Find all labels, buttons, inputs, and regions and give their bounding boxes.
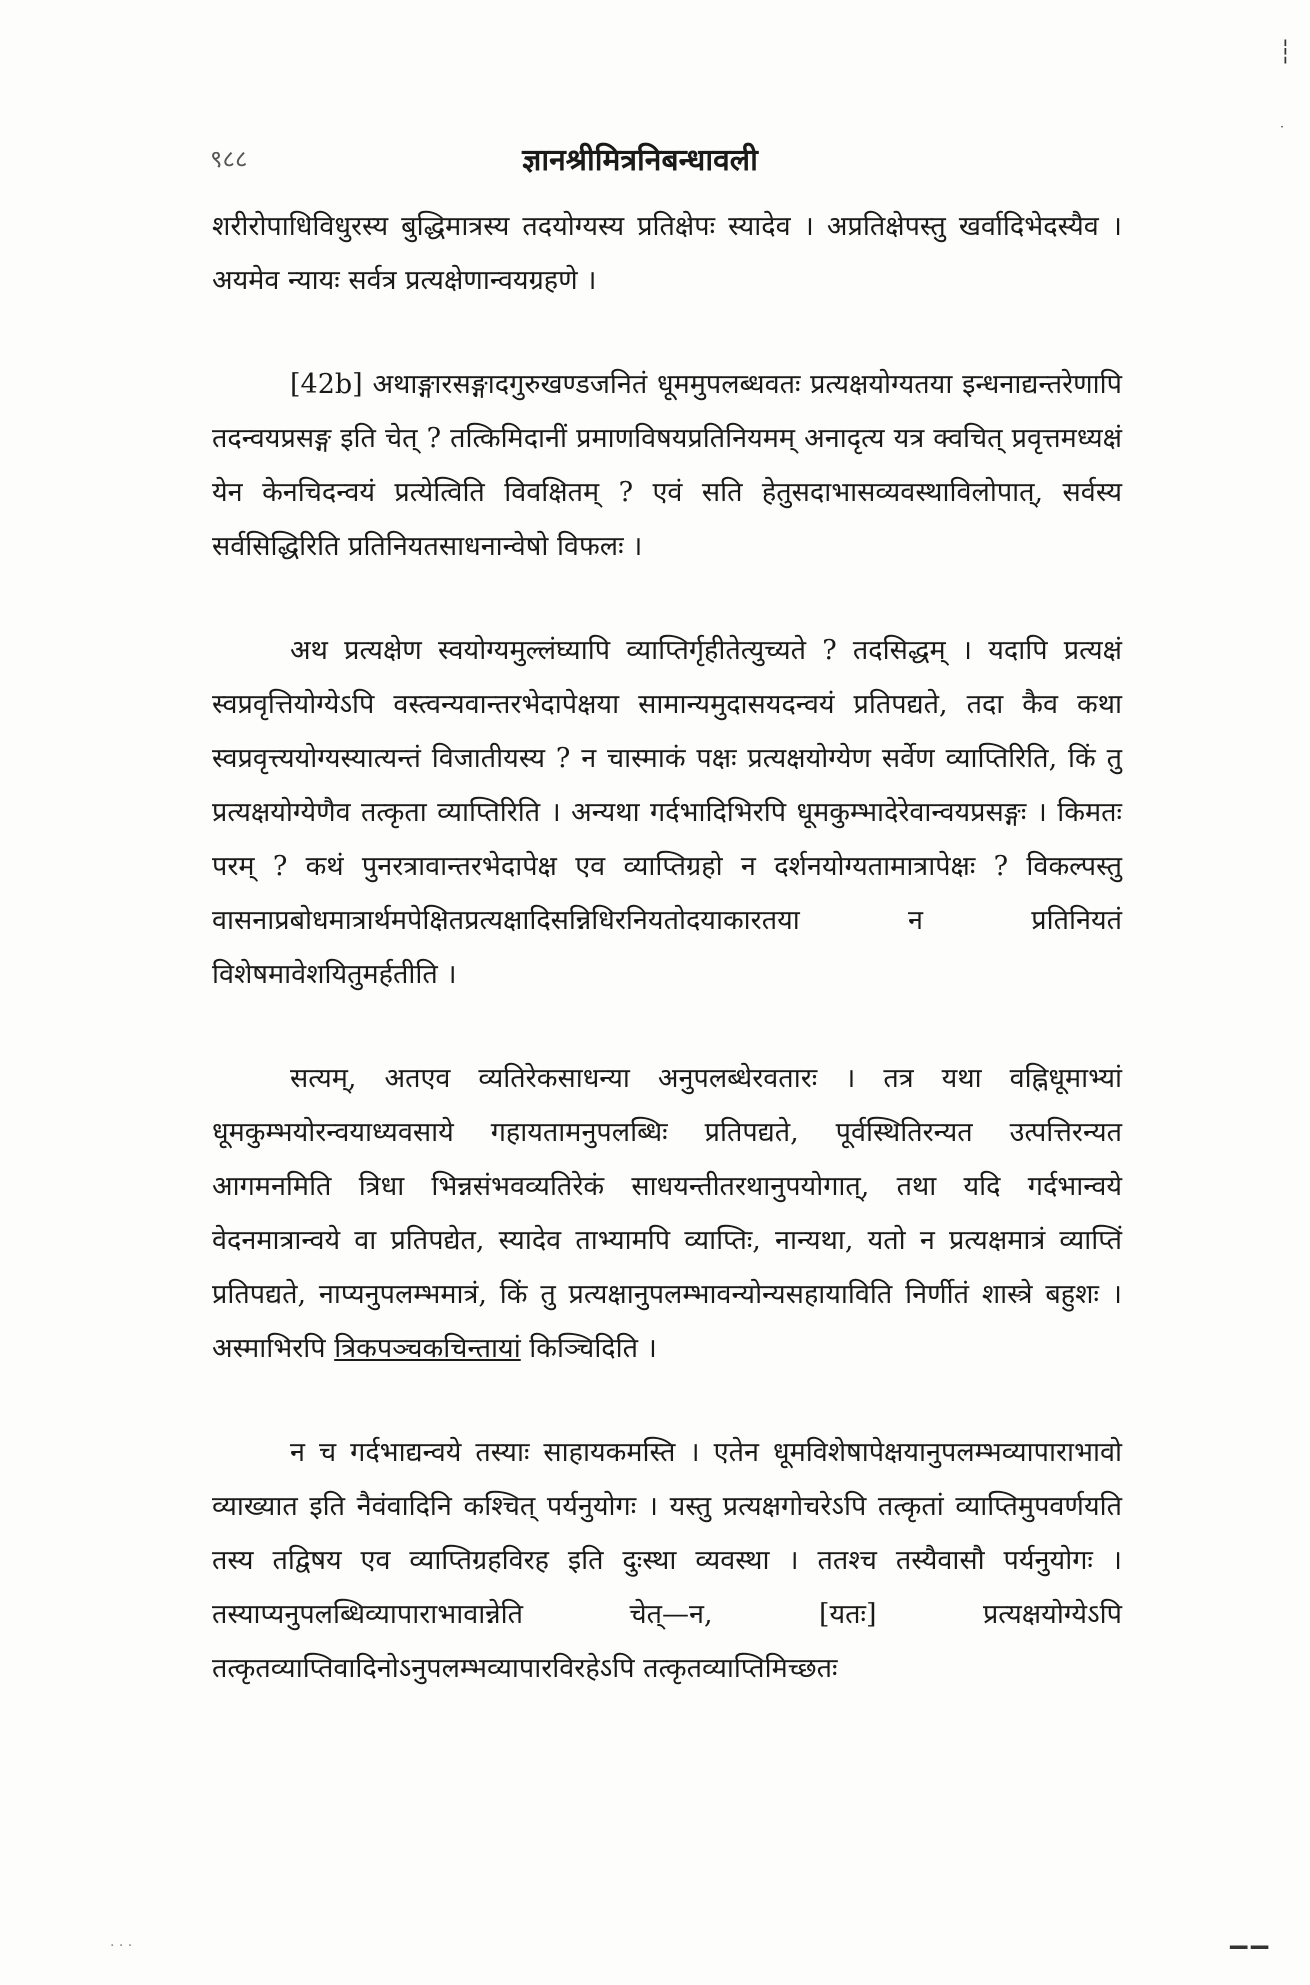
paragraph-1: शरीरोपाधिविधुरस्य बुद्धिमात्रस्य तदयोग्यस्य प्रतिक्षेपः स्यादेव । अप्रतिक्षेपस्तु खर्वादिभेदस्यैव । अयमेव न्यायः सर्वत्र प्रत्यक्षेणान्वयग्रहणे ।	[212, 211, 1122, 296]
paragraph-4-text: सत्यम्, अतएव व्यतिरेकसाधन्या अनुपलब्धेरवतारः । तत्र यथा वह्निधूमाभ्यां धूमकुम्भयोरन्वयाध्यवसाये गहायतामनुपलब्धिः प्रतिपद्यते, पूर्वस्थितिरन्यत उत्पत्तिरन्यत आगमनमिति त्रिधा भिन्नसंभवव्यतिरेकं साधयन्तीतरथानुपयोगात्, तथा यदि गर्दभान्वये वेदनमात्रान्वये वा प्रतिपद्येत, स्यादेव ताभ्यामपि व्याप्तिः, नान्यथा, यतो न प्रत्यक्षमात्रं व्याप्तिं प्रतिपद्यते, नाप्यनुपलम्भमात्रं, किं तु प्रत्यक्षानुपलम्भावन्योन्यसहायाविति निर्णीतं शास्त्रे बहुशः । अस्माभिरपि	[212, 1063, 1122, 1364]
paragraph-4	[212, 1052, 1122, 1376]
paragraph-2: [42b] अथाङ्गारसङ्गादगुरुखण्डजनितं धूममुपलब्धवतः प्रत्यक्षयोग्यतया इन्धनाद्यन्तरेणापि तदन्वयप्रसङ्ग इति चेत् ? तत्किमिदानीं प्रमाणविषयप्रतिनियमम् अनादृत्य यत्र क्वचित् प्रवृत्तमध्यक्षं येन केनचिदन्वयं प्रत्येत्विति विवक्षितम् ? एवं सति हेतुसदाभासव्यवस्थाविलोपात्, सर्वस्य सर्वसिद्धिरिति प्रतिनियतसाधनान्वेषो विफलः ।	[212, 369, 1122, 562]
scan-dots-mark: · · ·	[110, 1938, 133, 1954]
scan-speck-mark: ·	[1280, 120, 1284, 134]
running-title: ज्ञानश्रीमित्रनिबन्धावली	[522, 143, 758, 178]
scan-dash-mark: ‒‒	[1228, 1928, 1270, 1963]
scan-edge-mark: ┆	[1278, 40, 1292, 65]
paragraph-5: न च गर्दभाद्यन्वये तस्याः साहायकमस्ति । एतेन धूमविशेषापेक्षयानुपलम्भव्यापाराभावो व्याख्यात इति नैवंवादिनि कश्चित् पर्यनुयोगः । यस्तु प्रत्यक्षगोचरेऽपि तत्कृतां व्याप्तिमुपवर्णयति तस्य तद्विषय एव व्याप्तिग्रहविरह इति दुःस्था व्यवस्था । ततश्च तस्यैवासौ पर्यनुयोगः । तस्याप्यनुपलब्धिव्यापाराभावान्नेति चेत्—न, [यतः] प्रत्यक्षयोग्येऽपि तत्कृतव्याप्तिवादिनोऽनुपलम्भव्यापारविरहेऽपि तत्कृतव्याप्तिमिच्छतः	[212, 1437, 1122, 1684]
paragraph-4-end: किञ्चिदिति ।	[520, 1333, 657, 1364]
paragraph-3: अथ प्रत्यक्षेण स्वयोग्यमुल्लंघ्यापि व्याप्तिर्गृहीतेत्युच्यते ? तदसिद्धम् । यदापि प्रत्यक्षं स्वप्रवृत्तियोग्येऽपि वस्त्वन्यवान्तरभेदापेक्षया सामान्यमुदासयदन्वयं प्रतिपद्यते, तदा कैव कथा स्वप्रवृत्त्ययोग्यस्यात्यन्तं विजातीयस्य ? न चास्माकं पक्षः प्रत्यक्षयोग्येण सर्वेण व्याप्तिरिति, किं तु प्रत्यक्षयोग्येणैव तत्कृता व्याप्तिरिति । अन्यथा गर्दभादिभिरपि धूमकुम्भादेरेवान्वयप्रसङ्गः । किमतः परम् ? कथं पुनरत्रावान्तरभेदापेक्ष एव व्याप्तिग्रहो न दर्शनयोग्यतामात्रापेक्षः ? विकल्पस्तु वासनाप्रबोधमात्रार्थमपेक्षितप्रत्यक्षादिसन्निधिरनियतोदयाकारतया न प्रतिनियतं विशेषमावेशयितुमर्हतीति ।	[212, 635, 1122, 990]
page-number: ९८८	[210, 145, 248, 173]
page-header	[210, 138, 1070, 188]
underlined-reference: त्रिकपञ्चकचिन्तायां	[334, 1333, 521, 1364]
page-body	[212, 200, 1122, 1750]
